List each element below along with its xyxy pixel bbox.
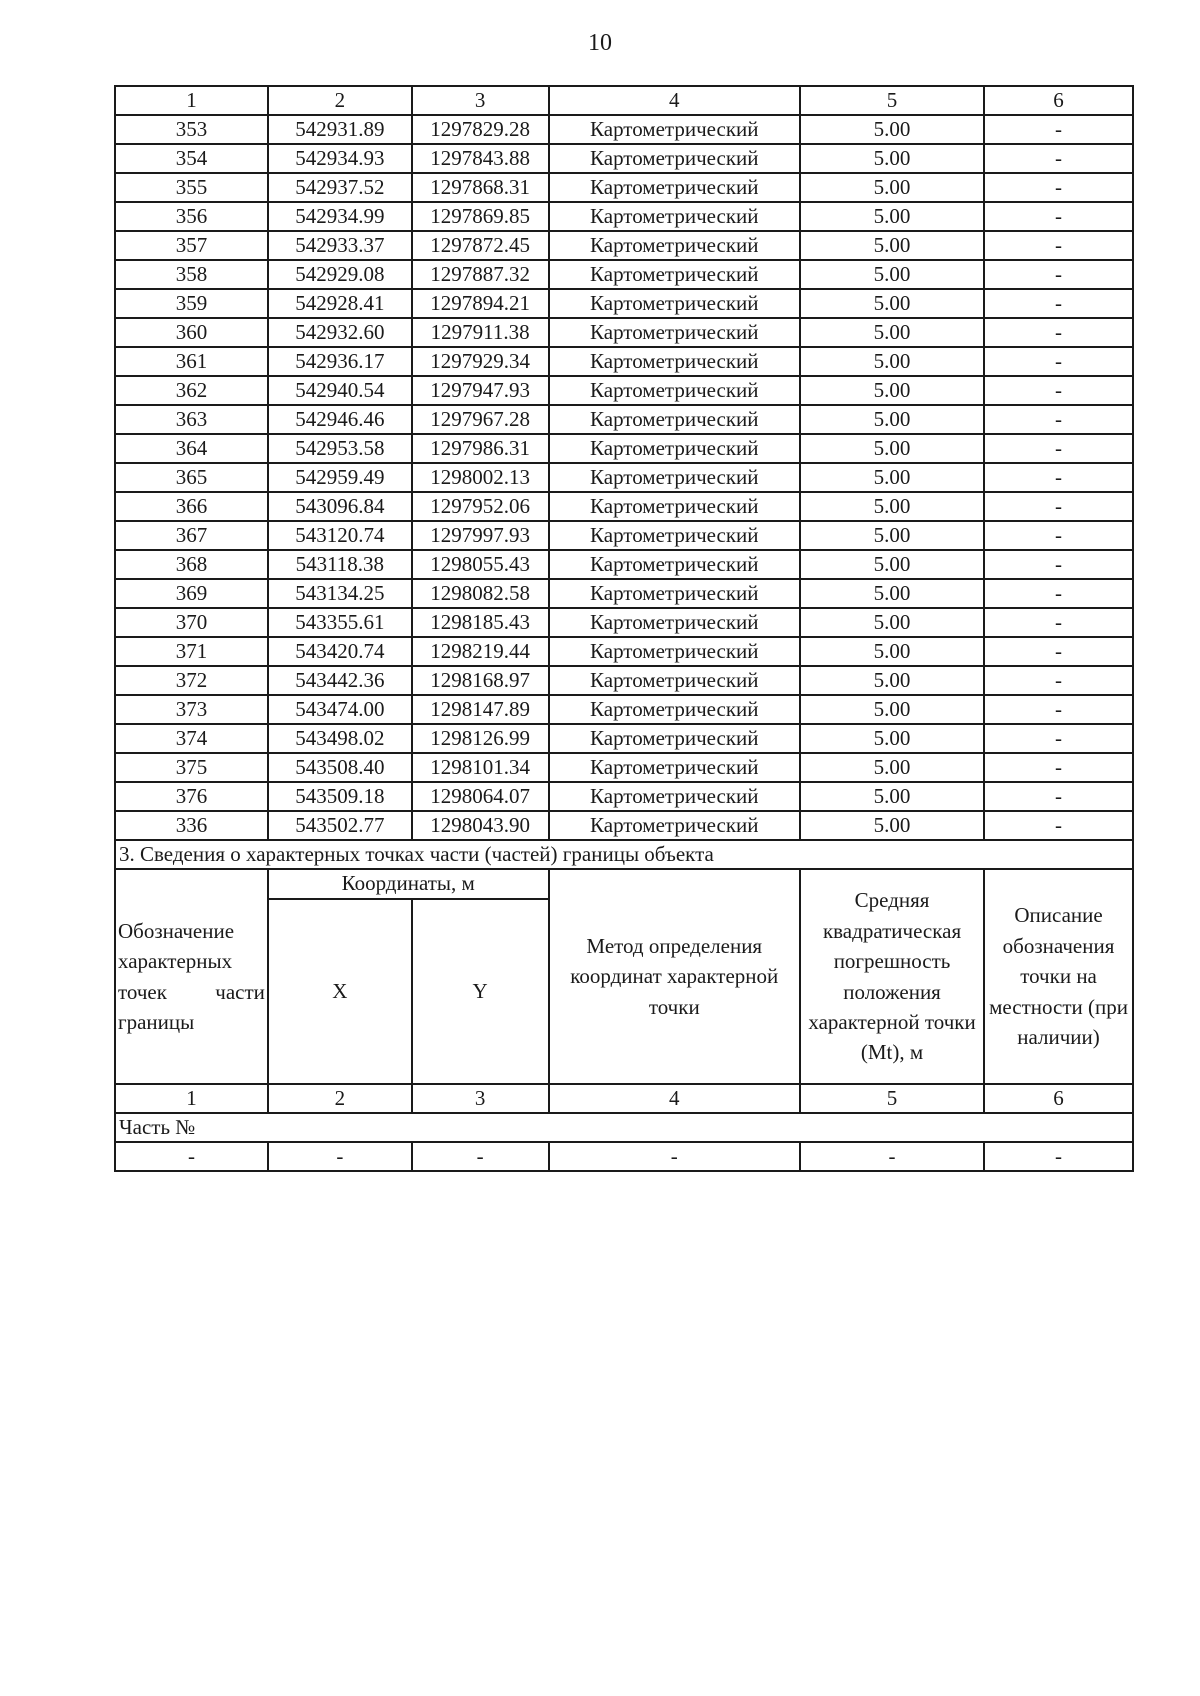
point-number-cell: 365 [115,463,268,492]
empty-cell: - [115,1142,268,1171]
y-coordinate-cell: 1297869.85 [412,202,549,231]
error-cell: 5.00 [800,405,984,434]
point-number-cell: 367 [115,521,268,550]
header-description: Описание обозначения точки на местности (при наличии) [984,869,1133,1084]
method-cell: Картометрический [549,608,800,637]
empty-cell: - [549,1142,800,1171]
method-cell: Картометрический [549,753,800,782]
column-number: 3 [412,1084,549,1113]
header-y: Y [412,899,549,1084]
description-cell: - [984,318,1133,347]
column-number: 5 [800,1084,984,1113]
table-row [115,637,1133,666]
method-cell: Картометрический [549,695,800,724]
error-cell: 5.00 [800,492,984,521]
y-coordinate-cell: 1297997.93 [412,521,549,550]
x-coordinate-cell: 543502.77 [268,811,412,840]
point-number-cell: 361 [115,347,268,376]
y-coordinate-cell: 1297929.34 [412,347,549,376]
method-cell: Картометрический [549,637,800,666]
description-cell: - [984,550,1133,579]
x-coordinate-cell: 543096.84 [268,492,412,521]
description-cell: - [984,289,1133,318]
method-cell: Картометрический [549,492,800,521]
point-number-cell: 374 [115,724,268,753]
x-coordinate-cell: 543442.36 [268,666,412,695]
x-coordinate-cell: 542934.99 [268,202,412,231]
error-cell: 5.00 [800,811,984,840]
y-coordinate-cell: 1298101.34 [412,753,549,782]
x-coordinate-cell: 542931.89 [268,115,412,144]
table-row [115,782,1133,811]
method-cell: Картометрический [549,202,800,231]
table-row [115,492,1133,521]
header-point-designation: Обозначение характерных точек части границы [115,869,268,1084]
method-cell: Картометрический [549,666,800,695]
point-number-cell: 372 [115,666,268,695]
error-cell: 5.00 [800,173,984,202]
y-coordinate-cell: 1298168.97 [412,666,549,695]
method-cell: Картометрический [549,782,800,811]
method-cell: Картометрический [549,405,800,434]
description-cell: - [984,144,1133,173]
column-number: 3 [412,86,549,115]
table-row [115,115,1133,144]
table-row [115,376,1133,405]
empty-cell: - [800,1142,984,1171]
y-coordinate-cell: 1297967.28 [412,405,549,434]
error-cell: 5.00 [800,521,984,550]
description-cell: - [984,579,1133,608]
x-coordinate-cell: 542932.60 [268,318,412,347]
table-row [115,405,1133,434]
table-row [115,695,1133,724]
table-row [115,521,1133,550]
error-cell: 5.00 [800,289,984,318]
method-cell: Картометрический [549,434,800,463]
method-cell: Картометрический [549,318,800,347]
y-coordinate-cell: 1298219.44 [412,637,549,666]
point-number-cell: 336 [115,811,268,840]
method-cell: Картометрический [549,115,800,144]
method-cell: Картометрический [549,260,800,289]
header-x: X [268,899,412,1084]
point-number-cell: 364 [115,434,268,463]
column-number-row [115,86,1133,115]
header-method: Метод определения координат характерной точки [549,869,800,1084]
description-cell: - [984,434,1133,463]
method-cell: Картометрический [549,376,800,405]
table-row [115,550,1133,579]
error-cell: 5.00 [800,550,984,579]
empty-cell: - [412,1142,549,1171]
column-number: 5 [800,86,984,115]
error-cell: 5.00 [800,579,984,608]
point-number-cell: 357 [115,231,268,260]
x-coordinate-cell: 542934.93 [268,144,412,173]
x-coordinate-cell: 543118.38 [268,550,412,579]
header-coordinates: Координаты, м [268,869,549,899]
section-column-number-row [115,1084,1133,1113]
error-cell: 5.00 [800,463,984,492]
table-row [115,724,1133,753]
table-row [115,463,1133,492]
table-row [115,753,1133,782]
description-cell: - [984,231,1133,260]
point-number-cell: 360 [115,318,268,347]
table-row [115,318,1133,347]
y-coordinate-cell: 1297843.88 [412,144,549,173]
description-cell: - [984,115,1133,144]
error-cell: 5.00 [800,724,984,753]
point-number-cell: 368 [115,550,268,579]
x-coordinate-cell: 543509.18 [268,782,412,811]
description-cell: - [984,521,1133,550]
y-coordinate-cell: 1297894.21 [412,289,549,318]
point-number-cell: 362 [115,376,268,405]
table-row [115,811,1133,840]
x-coordinate-cell: 542933.37 [268,231,412,260]
point-number-cell: 353 [115,115,268,144]
error-cell: 5.00 [800,434,984,463]
column-number: 2 [268,86,412,115]
table-row [115,289,1133,318]
error-cell: 5.00 [800,608,984,637]
description-cell: - [984,666,1133,695]
table-row [115,434,1133,463]
empty-part-row [115,1142,1133,1171]
table-row [115,144,1133,173]
y-coordinate-cell: 1298126.99 [412,724,549,753]
table-row [115,260,1133,289]
table-row [115,579,1133,608]
empty-cell: - [984,1142,1133,1171]
x-coordinate-cell: 543508.40 [268,753,412,782]
description-cell: - [984,202,1133,231]
point-number-cell: 375 [115,753,268,782]
description-cell: - [984,637,1133,666]
method-cell: Картометрический [549,550,800,579]
y-coordinate-cell: 1297986.31 [412,434,549,463]
method-cell: Картометрический [549,811,800,840]
column-number: 2 [268,1084,412,1113]
header-error: Средняя квадратическая погрешность положения характерной точки (Mt), м [800,869,984,1084]
column-number: 4 [549,1084,800,1113]
description-cell: - [984,260,1133,289]
point-number-cell: 363 [115,405,268,434]
description-cell: - [984,173,1133,202]
column-number: 4 [549,86,800,115]
description-cell: - [984,753,1133,782]
x-coordinate-cell: 542940.54 [268,376,412,405]
empty-cell: - [268,1142,412,1171]
y-coordinate-cell: 1298055.43 [412,550,549,579]
y-coordinate-cell: 1297868.31 [412,173,549,202]
point-number-cell: 376 [115,782,268,811]
column-number: 6 [984,86,1133,115]
y-coordinate-cell: 1297952.06 [412,492,549,521]
error-cell: 5.00 [800,347,984,376]
point-number-cell: 373 [115,695,268,724]
error-cell: 5.00 [800,753,984,782]
x-coordinate-cell: 543474.00 [268,695,412,724]
x-coordinate-cell: 542937.52 [268,173,412,202]
description-cell: - [984,405,1133,434]
error-cell: 5.00 [800,231,984,260]
point-number-cell: 355 [115,173,268,202]
y-coordinate-cell: 1298043.90 [412,811,549,840]
method-cell: Картометрический [549,347,800,376]
method-cell: Картометрический [549,724,800,753]
table-row [115,173,1133,202]
point-number-cell: 371 [115,637,268,666]
x-coordinate-cell: 542936.17 [268,347,412,376]
x-coordinate-cell: 543120.74 [268,521,412,550]
part-label: Часть № [115,1113,1133,1142]
error-cell: 5.00 [800,260,984,289]
x-coordinate-cell: 542929.08 [268,260,412,289]
error-cell: 5.00 [800,376,984,405]
method-cell: Картометрический [549,144,800,173]
error-cell: 5.00 [800,637,984,666]
error-cell: 5.00 [800,695,984,724]
description-cell: - [984,782,1133,811]
section-title: 3. Сведения о характерных точках части (частей) границы объекта [115,840,1133,869]
error-cell: 5.00 [800,318,984,347]
x-coordinate-cell: 542953.58 [268,434,412,463]
x-coordinate-cell: 542946.46 [268,405,412,434]
table-row [115,202,1133,231]
part-row [115,1113,1133,1142]
y-coordinate-cell: 1297829.28 [412,115,549,144]
table-row [115,347,1133,376]
error-cell: 5.00 [800,115,984,144]
method-cell: Картометрический [549,173,800,202]
description-cell: - [984,347,1133,376]
table-row [115,231,1133,260]
y-coordinate-cell: 1297911.38 [412,318,549,347]
error-cell: 5.00 [800,666,984,695]
column-number: 6 [984,1084,1133,1113]
error-cell: 5.00 [800,782,984,811]
point-number-cell: 354 [115,144,268,173]
column-number: 1 [115,86,268,115]
x-coordinate-cell: 543420.74 [268,637,412,666]
x-coordinate-cell: 543134.25 [268,579,412,608]
y-coordinate-cell: 1298002.13 [412,463,549,492]
section-title-row [115,840,1133,869]
y-coordinate-cell: 1297887.32 [412,260,549,289]
point-number-cell: 356 [115,202,268,231]
table-row [115,666,1133,695]
description-cell: - [984,492,1133,521]
method-cell: Картометрический [549,231,800,260]
description-cell: - [984,695,1133,724]
coordinates-table [114,85,1134,1172]
description-cell: - [984,811,1133,840]
y-coordinate-cell: 1297947.93 [412,376,549,405]
y-coordinate-cell: 1298147.89 [412,695,549,724]
description-cell: - [984,724,1133,753]
x-coordinate-cell: 542928.41 [268,289,412,318]
y-coordinate-cell: 1298064.07 [412,782,549,811]
table-row [115,608,1133,637]
y-coordinate-cell: 1298185.43 [412,608,549,637]
page-number: 10 [588,30,612,56]
column-number: 1 [115,1084,268,1113]
description-cell: - [984,463,1133,492]
point-number-cell: 359 [115,289,268,318]
method-cell: Картометрический [549,463,800,492]
point-number-cell: 370 [115,608,268,637]
error-cell: 5.00 [800,202,984,231]
point-number-cell: 366 [115,492,268,521]
point-number-cell: 369 [115,579,268,608]
method-cell: Картометрический [549,289,800,318]
x-coordinate-cell: 543355.61 [268,608,412,637]
y-coordinate-cell: 1297872.45 [412,231,549,260]
description-cell: - [984,608,1133,637]
description-cell: - [984,376,1133,405]
method-cell: Картометрический [549,521,800,550]
x-coordinate-cell: 543498.02 [268,724,412,753]
y-coordinate-cell: 1298082.58 [412,579,549,608]
method-cell: Картометрический [549,579,800,608]
error-cell: 5.00 [800,144,984,173]
section-header-row [115,869,1133,899]
point-number-cell: 358 [115,260,268,289]
x-coordinate-cell: 542959.49 [268,463,412,492]
